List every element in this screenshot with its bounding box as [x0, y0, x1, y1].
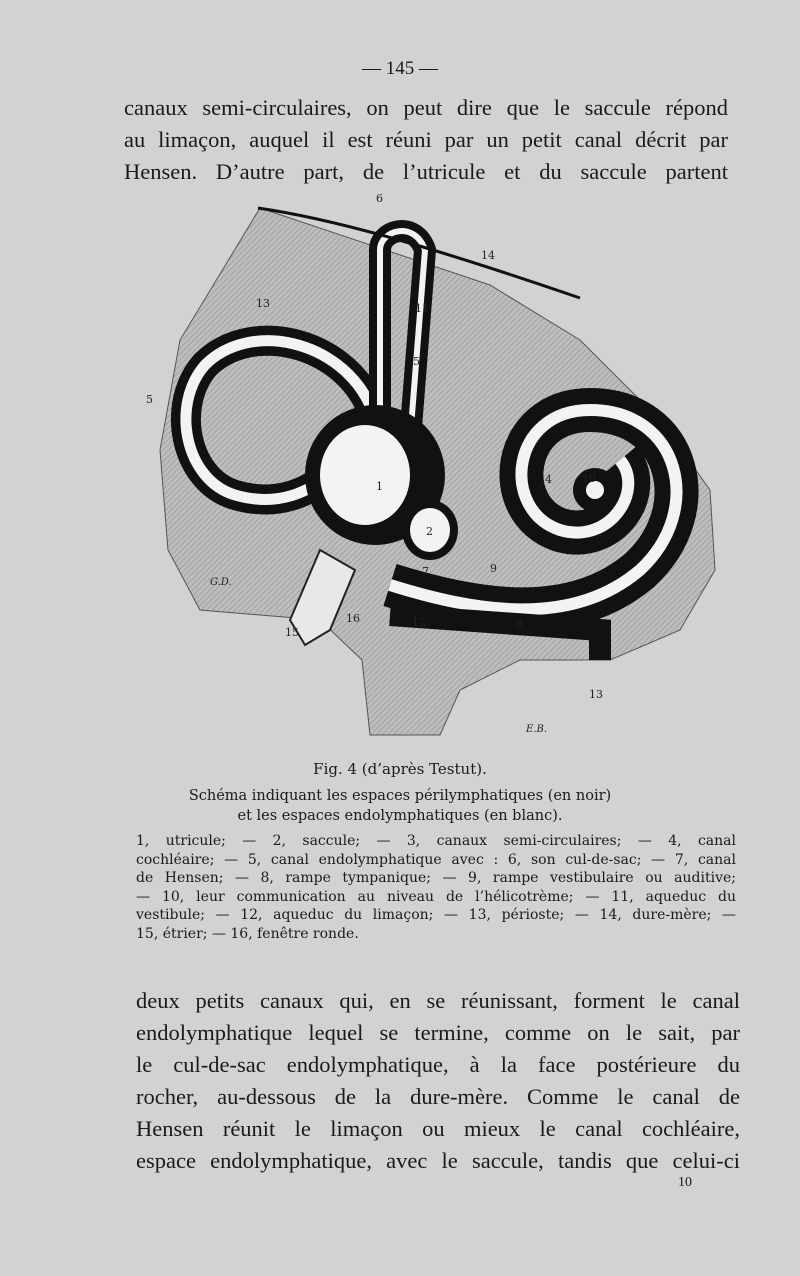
top-paragraph [124, 92, 728, 188]
figure-legend [136, 832, 736, 943]
legend-line: vestibule; — 12, aqueduc du limaçon; — 13, périoste; — 14, dure-mère; — [136, 907, 736, 923]
page-number: — 145 — [362, 58, 438, 79]
figure-label-13: 13 [256, 297, 270, 310]
folio-number: 10 [678, 1175, 692, 1190]
bottom-paragraph [136, 985, 740, 1177]
text-line: Hensen réunit le limaçon ou mieux le canal cochléaire, [136, 1116, 740, 1141]
legend-line: — 10, leur communication au niveau de l’hélicotrème; — 11, aqueduc du [136, 888, 736, 905]
figure-label-7: 7 [422, 565, 429, 578]
figure-caption-title: Fig. 4 (d’après Testut). [313, 760, 487, 778]
figure-label-8: 8 [516, 618, 523, 631]
figure-label-5: 5 [413, 355, 420, 368]
figure-label-6: 6 [376, 192, 383, 205]
text-line: endolymphatique lequel se termine, comme on le sait, par [136, 1020, 740, 1045]
figure-caption-line: et les espaces endolymphatiques (en blanc). [237, 808, 563, 824]
figure-label-15: 15 [285, 626, 299, 639]
figure-label-9: 9 [490, 562, 497, 575]
text-line: deux petits canaux qui, en se réunissant, forment le canal [136, 988, 740, 1013]
figure-label-16: 16 [346, 612, 360, 625]
inner-ear-figure [140, 190, 740, 760]
text-line: au limaçon, auquel il est réuni par un petit canal décrit par [124, 127, 728, 152]
text-line: canaux semi-circulaires, on peut dire que le saccule répond [124, 95, 728, 120]
figure-label-11: 11 [415, 302, 429, 315]
signature-right: E.B. [526, 724, 548, 735]
legend-line: cochléaire; — 5, canal endolymphatique avec : 6, son cul-de-sac; — 7, canal [136, 851, 736, 868]
figure-label-4: 4 [545, 473, 552, 486]
figure-label-5: 5 [146, 393, 153, 406]
figure-label-10: 10 [582, 472, 596, 485]
figure-label-1: 1 [376, 480, 383, 493]
signature-left: G.D. [210, 577, 232, 588]
legend-line: 15, étrier; — 16, fenêtre ronde. [136, 925, 359, 942]
legend-line: de Hensen; — 8, rampe tympanique; — 9, rampe vestibulaire ou auditive; [136, 870, 736, 886]
figure-label-13: 13 [589, 688, 603, 701]
figure-label-14: 14 [481, 249, 495, 262]
text-line: espace endolymphatique, avec le saccule, tandis que celui-ci [136, 1148, 740, 1173]
text-line: Hensen. D’autre part, de l’utricule et du saccule partent [124, 159, 728, 184]
figure-caption-line: Schéma indiquant les espaces périlymphatiques (en noir) [188, 788, 612, 804]
figure-label-2: 2 [426, 525, 433, 538]
utricle [320, 425, 410, 525]
text-line: rocher, au-dessous de la dure-mère. Comme le canal de [136, 1084, 740, 1109]
legend-line: 1, utricule; — 2, saccule; — 3, canaux semi-circulaires; — 4, canal [136, 833, 736, 849]
text-line: le cul-de-sac endolymphatique, à la face postérieure du [136, 1052, 740, 1077]
figure-label-12: 12 [412, 616, 426, 629]
